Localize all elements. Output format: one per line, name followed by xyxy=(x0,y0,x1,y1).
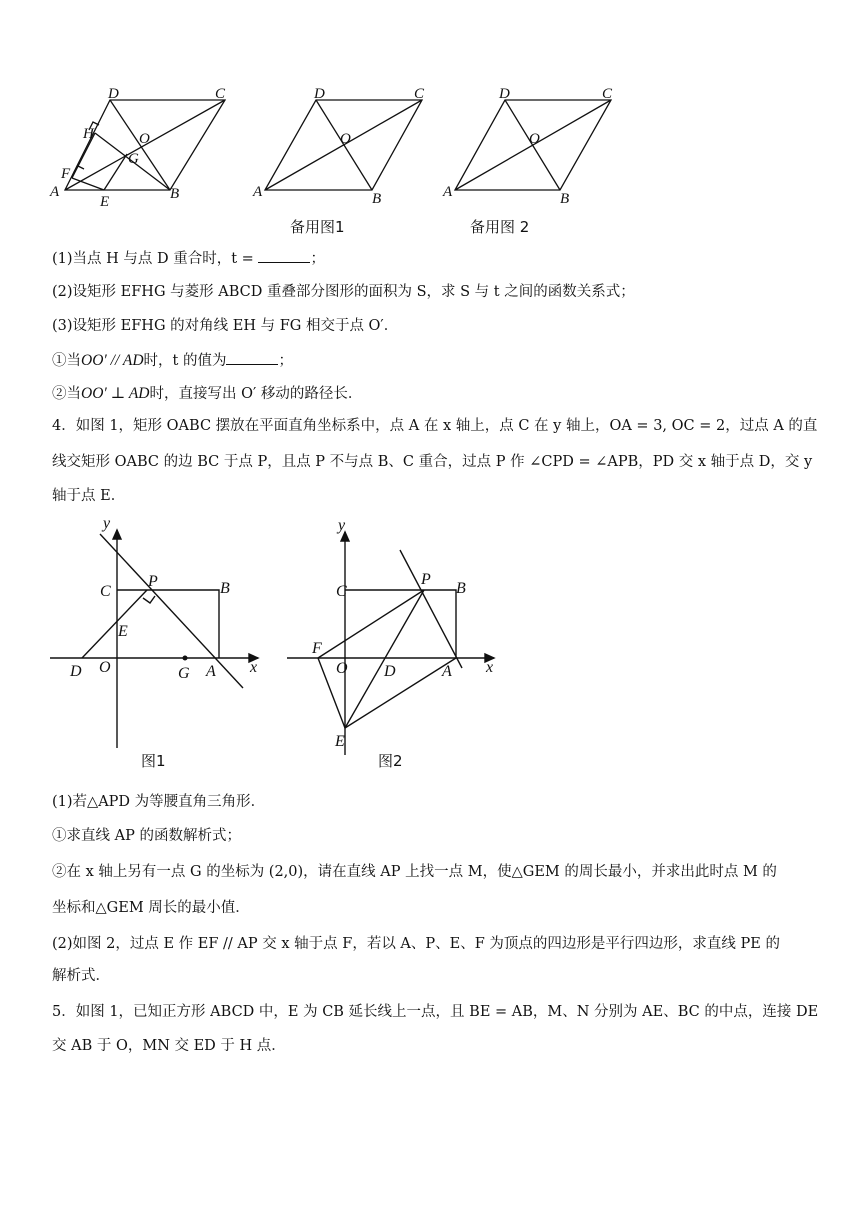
label-E: E xyxy=(118,623,128,640)
label-C: C xyxy=(414,86,425,102)
label-P: P xyxy=(421,571,431,588)
p4-q1b-2: 坐标和△GEM 周长的最小值． xyxy=(52,900,250,916)
label-D: D xyxy=(108,86,119,102)
coordinate-figures xyxy=(0,510,860,780)
p3-q2: (2)设矩形 EFHG 与菱形 ABCD 重叠部分图形的面积为 S，求 S 与 t 之间的函数关系式； xyxy=(52,284,635,300)
p5-line-1: 5．如图 1，已知正方形 ABCD 中，E 为 CB 延长线上一点，且 BE = AB，M、N 分别为 AE、BC 的中点，连接 DE xyxy=(52,1004,819,1020)
point-G xyxy=(183,656,188,661)
rhombus-figures xyxy=(0,0,860,240)
p4-q1: (1)若△APD 为等腰直角三角形． xyxy=(52,794,266,810)
label-D: D xyxy=(70,663,82,680)
p3-q3a: ①当OO′ // AD时，t 的值为 ； xyxy=(52,352,293,369)
label-D: D xyxy=(384,663,396,680)
p4-q1a: ①求直线 AP 的函数解析式； xyxy=(52,828,241,844)
label-O: O xyxy=(139,131,150,147)
label-B: B xyxy=(560,191,570,207)
caption-fig1: 图1 xyxy=(141,752,166,770)
label-C: C xyxy=(100,583,111,600)
label-B: B xyxy=(456,580,466,597)
label-y: y xyxy=(103,515,111,532)
answer-blank[interactable] xyxy=(258,248,310,263)
label-A: A xyxy=(253,184,263,200)
p4-q2-1: (2)如图 2，过点 E 作 EF // AP 交 x 轴于点 F，若以 A、P、E、F 为顶点的四边形是平行四边形，求直线 PE 的 xyxy=(52,936,780,952)
label-E: E xyxy=(100,194,110,210)
label-A: A xyxy=(50,184,60,200)
label-x: x xyxy=(250,659,258,676)
label-y: y xyxy=(338,517,346,534)
p4-intro-2: 线交矩形 OABC 的边 BC 于点 P，且点 P 不与点 B、C 重合，过点 P 作 ∠CPD = ∠APB，PD 交 x 轴于点 D，交 y xyxy=(52,454,813,470)
label-P: P xyxy=(148,573,158,590)
p4-q1b-1: ②在 x 轴上另有一点 G 的坐标为 (2,0)，请在直线 AP 上找一点 M，使△GEM 的周长最小，并求出此时点 M 的 xyxy=(52,864,777,880)
label-O: O xyxy=(336,660,348,677)
label-A: A xyxy=(206,663,216,680)
caption-backup-1: 备用图1 xyxy=(290,218,345,236)
p3-q3b: ②当OO′ ⊥ AD时，直接写出 O′ 移动的路径长． xyxy=(52,385,363,402)
label-C: C xyxy=(336,583,347,600)
label-O: O xyxy=(529,131,540,147)
p4-q2-2: 解析式． xyxy=(52,968,110,984)
label-E: E xyxy=(335,733,345,750)
label-C: C xyxy=(602,86,613,102)
label-A: A xyxy=(442,663,452,680)
label-H: H xyxy=(83,126,94,142)
label-A: A xyxy=(443,184,453,200)
label-G: G xyxy=(178,665,190,682)
label-C: C xyxy=(215,86,226,102)
label-G: G xyxy=(128,151,139,167)
answer-blank[interactable] xyxy=(226,350,278,365)
p3-q1: (1)当点 H 与点 D 重合时，t = ； xyxy=(52,248,812,269)
label-O: O xyxy=(99,659,111,676)
caption-backup-2: 备用图 2 xyxy=(470,218,530,236)
caption-fig2: 图2 xyxy=(378,752,403,770)
label-F: F xyxy=(61,166,71,182)
p4-intro-3: 轴于点 E． xyxy=(52,488,126,504)
label-B: B xyxy=(170,186,180,202)
label-D: D xyxy=(314,86,325,102)
p5-line-2: 交 AB 于 O，MN 交 ED 于 H 点． xyxy=(52,1038,286,1054)
label-D: D xyxy=(499,86,510,102)
label-B: B xyxy=(220,580,230,597)
p4-intro-1: 4．如图 1，矩形 OABC 摆放在平面直角坐标系中，点 A 在 x 轴上，点 C 在 y 轴上，OA = 3, OC = 2，过点 A 的直 xyxy=(52,418,818,434)
label-B: B xyxy=(372,191,382,207)
label-x: x xyxy=(486,659,494,676)
p3-q3: (3)设矩形 EFHG 的对角线 EH 与 FG 相交于点 O′． xyxy=(52,318,399,334)
label-O: O xyxy=(340,131,351,147)
label-F: F xyxy=(312,640,322,657)
